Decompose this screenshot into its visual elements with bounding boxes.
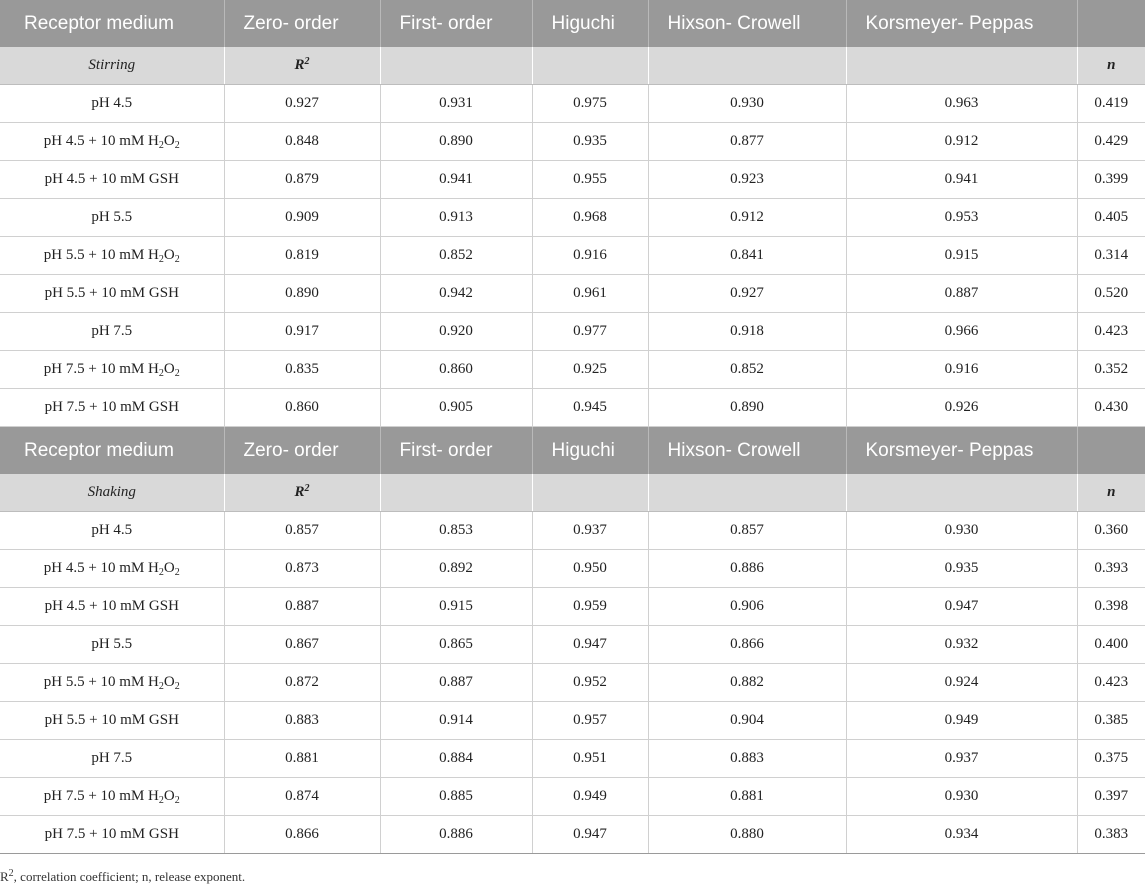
value-cell: 0.860 xyxy=(224,389,380,427)
value-cell: 0.383 xyxy=(1077,816,1145,854)
table-row xyxy=(0,588,1145,626)
table-row xyxy=(0,740,1145,778)
value-cell: 0.857 xyxy=(224,512,380,550)
value-cell: 0.959 xyxy=(532,588,648,626)
value-cell: 0.912 xyxy=(846,123,1077,161)
value-cell: 0.949 xyxy=(846,702,1077,740)
value-cell: 0.966 xyxy=(846,313,1077,351)
value-cell: 0.968 xyxy=(532,199,648,237)
medium-text: pH 5.5 + 10 mM GSH xyxy=(44,285,179,301)
n-label: n xyxy=(1077,47,1145,85)
medium-cell xyxy=(0,161,224,199)
value-cell: 0.399 xyxy=(1077,161,1145,199)
medium-text: pH 7.5 + 10 mM GSH xyxy=(44,826,179,842)
column-header: Higuchi xyxy=(532,0,648,47)
value-cell: 0.819 xyxy=(224,237,380,275)
condition-label: Shaking xyxy=(0,474,224,512)
empty-cell xyxy=(380,47,532,85)
medium-cell xyxy=(0,702,224,740)
medium-text: pH 4.5 xyxy=(91,95,133,111)
table-row xyxy=(0,237,1145,275)
medium-subscript: 2 xyxy=(158,140,164,151)
value-cell: 0.930 xyxy=(648,85,846,123)
value-cell: 0.953 xyxy=(846,199,1077,237)
empty-cell xyxy=(648,474,846,512)
r2-superscript: 2 xyxy=(304,56,310,67)
footnote-r2-symbol: R xyxy=(0,869,9,884)
value-cell: 0.405 xyxy=(1077,199,1145,237)
medium-text: pH 7.5 xyxy=(91,750,133,766)
r2-superscript: 2 xyxy=(304,483,310,494)
medium-subscript: 2 xyxy=(174,567,180,578)
value-cell: 0.937 xyxy=(532,512,648,550)
value-cell: 0.906 xyxy=(648,588,846,626)
medium-cell xyxy=(0,512,224,550)
value-cell: 0.857 xyxy=(648,512,846,550)
table-row xyxy=(0,313,1145,351)
value-cell: 0.430 xyxy=(1077,389,1145,427)
column-header: First- order xyxy=(380,0,532,47)
medium-cell xyxy=(0,237,224,275)
value-cell: 0.916 xyxy=(532,237,648,275)
medium-cell xyxy=(0,588,224,626)
medium-cell xyxy=(0,199,224,237)
medium-text: pH 4.5 xyxy=(91,522,133,538)
column-header xyxy=(1077,427,1145,475)
value-cell: 0.890 xyxy=(648,389,846,427)
value-cell: 0.375 xyxy=(1077,740,1145,778)
value-cell: 0.879 xyxy=(224,161,380,199)
r2-symbol: R xyxy=(294,57,305,73)
table-row xyxy=(0,199,1145,237)
section-subheader-row xyxy=(0,47,1145,85)
value-cell: 0.429 xyxy=(1077,123,1145,161)
value-cell: 0.924 xyxy=(846,664,1077,702)
value-cell: 0.520 xyxy=(1077,275,1145,313)
medium-subscript: 2 xyxy=(158,795,164,806)
value-cell: 0.890 xyxy=(380,123,532,161)
empty-cell xyxy=(846,474,1077,512)
medium-text: pH 7.5 + 10 mM GSH xyxy=(44,399,179,415)
value-cell: 0.853 xyxy=(380,512,532,550)
value-cell: 0.941 xyxy=(846,161,1077,199)
value-cell: 0.872 xyxy=(224,664,380,702)
value-cell: 0.419 xyxy=(1077,85,1145,123)
medium-subscript: 2 xyxy=(174,681,180,692)
medium-text-tail: O xyxy=(163,674,175,690)
table-row xyxy=(0,702,1145,740)
table-row xyxy=(0,161,1145,199)
value-cell: 0.848 xyxy=(224,123,380,161)
value-cell: 0.873 xyxy=(224,550,380,588)
value-cell: 0.915 xyxy=(380,588,532,626)
r2-symbol: R xyxy=(294,484,305,500)
value-cell: 0.881 xyxy=(224,740,380,778)
medium-cell xyxy=(0,816,224,854)
column-header xyxy=(1077,0,1145,47)
column-header: First- order xyxy=(380,427,532,475)
column-header: Hixson- Crowell xyxy=(648,427,846,475)
footnote-text: , correlation coefficient; n, release exponent. xyxy=(13,869,246,884)
value-cell: 0.935 xyxy=(846,550,1077,588)
column-header: Korsmeyer- Peppas xyxy=(846,427,1077,475)
medium-subscript: 2 xyxy=(174,368,180,379)
medium-subscript: 2 xyxy=(174,140,180,151)
header-row xyxy=(0,427,1145,475)
value-cell: 0.947 xyxy=(532,626,648,664)
value-cell: 0.885 xyxy=(380,778,532,816)
value-cell: 0.883 xyxy=(648,740,846,778)
medium-subscript: 2 xyxy=(174,795,180,806)
table-row xyxy=(0,389,1145,427)
value-cell: 0.398 xyxy=(1077,588,1145,626)
medium-text-tail: O xyxy=(163,361,175,377)
value-cell: 0.955 xyxy=(532,161,648,199)
footnote-r2-superscript: 2 xyxy=(8,868,14,879)
value-cell: 0.941 xyxy=(380,161,532,199)
table-row xyxy=(0,550,1145,588)
value-cell: 0.935 xyxy=(532,123,648,161)
medium-text: pH 5.5 + 10 mM GSH xyxy=(44,712,179,728)
empty-cell xyxy=(532,47,648,85)
section-subheader-row xyxy=(0,474,1145,512)
value-cell: 0.927 xyxy=(648,275,846,313)
table-row xyxy=(0,664,1145,702)
value-cell: 0.918 xyxy=(648,313,846,351)
value-cell: 0.915 xyxy=(846,237,1077,275)
value-cell: 0.887 xyxy=(380,664,532,702)
value-cell: 0.886 xyxy=(648,550,846,588)
value-cell: 0.927 xyxy=(224,85,380,123)
value-cell: 0.930 xyxy=(846,778,1077,816)
medium-cell xyxy=(0,389,224,427)
medium-cell xyxy=(0,740,224,778)
r2-label xyxy=(224,474,380,512)
medium-text: pH 4.5 + 10 mM GSH xyxy=(44,598,179,614)
value-cell: 0.914 xyxy=(380,702,532,740)
medium-text: pH 5.5 xyxy=(91,636,133,652)
medium-text-tail: O xyxy=(163,788,175,804)
value-cell: 0.874 xyxy=(224,778,380,816)
table-row xyxy=(0,512,1145,550)
value-cell: 0.852 xyxy=(648,351,846,389)
value-cell: 0.883 xyxy=(224,702,380,740)
value-cell: 0.880 xyxy=(648,816,846,854)
medium-subscript: 2 xyxy=(174,254,180,265)
medium-subscript: 2 xyxy=(158,681,164,692)
column-header: Zero- order xyxy=(224,0,380,47)
value-cell: 0.916 xyxy=(846,351,1077,389)
value-cell: 0.963 xyxy=(846,85,1077,123)
value-cell: 0.930 xyxy=(846,512,1077,550)
value-cell: 0.892 xyxy=(380,550,532,588)
column-header: Zero- order xyxy=(224,427,380,475)
r2-label xyxy=(224,47,380,85)
value-cell: 0.925 xyxy=(532,351,648,389)
medium-subscript: 2 xyxy=(158,368,164,379)
value-cell: 0.920 xyxy=(380,313,532,351)
value-cell: 0.887 xyxy=(846,275,1077,313)
table-row xyxy=(0,123,1145,161)
table-row xyxy=(0,275,1145,313)
medium-cell xyxy=(0,550,224,588)
value-cell: 0.852 xyxy=(380,237,532,275)
medium-text: pH 4.5 + 10 mM GSH xyxy=(44,171,179,187)
table-row xyxy=(0,626,1145,664)
medium-text: pH 7.5 xyxy=(91,323,133,339)
medium-cell xyxy=(0,351,224,389)
medium-cell xyxy=(0,85,224,123)
medium-subscript: 2 xyxy=(158,254,164,265)
value-cell: 0.947 xyxy=(532,816,648,854)
value-cell: 0.423 xyxy=(1077,313,1145,351)
medium-cell xyxy=(0,778,224,816)
column-header: Korsmeyer- Peppas xyxy=(846,0,1077,47)
value-cell: 0.881 xyxy=(648,778,846,816)
table-row xyxy=(0,85,1145,123)
value-cell: 0.877 xyxy=(648,123,846,161)
medium-cell xyxy=(0,123,224,161)
value-cell: 0.860 xyxy=(380,351,532,389)
column-header: Higuchi xyxy=(532,427,648,475)
value-cell: 0.909 xyxy=(224,199,380,237)
value-cell: 0.934 xyxy=(846,816,1077,854)
value-cell: 0.947 xyxy=(846,588,1077,626)
value-cell: 0.905 xyxy=(380,389,532,427)
n-label: n xyxy=(1077,474,1145,512)
empty-cell xyxy=(532,474,648,512)
column-header: Receptor medium xyxy=(0,0,224,47)
value-cell: 0.865 xyxy=(380,626,532,664)
value-cell: 0.393 xyxy=(1077,550,1145,588)
value-cell: 0.952 xyxy=(532,664,648,702)
value-cell: 0.423 xyxy=(1077,664,1145,702)
column-header: Hixson- Crowell xyxy=(648,0,846,47)
value-cell: 0.951 xyxy=(532,740,648,778)
medium-text: pH 5.5 + 10 mM H xyxy=(43,674,159,690)
empty-cell xyxy=(846,47,1077,85)
table-row xyxy=(0,816,1145,854)
value-cell: 0.890 xyxy=(224,275,380,313)
value-cell: 0.917 xyxy=(224,313,380,351)
medium-text: pH 7.5 + 10 mM H xyxy=(43,788,159,804)
value-cell: 0.400 xyxy=(1077,626,1145,664)
medium-text: pH 5.5 + 10 mM H xyxy=(43,247,159,263)
value-cell: 0.397 xyxy=(1077,778,1145,816)
medium-text: pH 7.5 + 10 mM H xyxy=(43,361,159,377)
value-cell: 0.931 xyxy=(380,85,532,123)
value-cell: 0.937 xyxy=(846,740,1077,778)
value-cell: 0.884 xyxy=(380,740,532,778)
table-row xyxy=(0,778,1145,816)
medium-cell xyxy=(0,313,224,351)
footnote xyxy=(0,869,245,885)
empty-cell xyxy=(648,47,846,85)
value-cell: 0.904 xyxy=(648,702,846,740)
medium-text: pH 4.5 + 10 mM H xyxy=(43,560,159,576)
value-cell: 0.866 xyxy=(648,626,846,664)
value-cell: 0.926 xyxy=(846,389,1077,427)
header-row xyxy=(0,0,1145,47)
value-cell: 0.942 xyxy=(380,275,532,313)
medium-text: pH 5.5 xyxy=(91,209,133,225)
value-cell: 0.961 xyxy=(532,275,648,313)
medium-cell xyxy=(0,275,224,313)
value-cell: 0.314 xyxy=(1077,237,1145,275)
value-cell: 0.835 xyxy=(224,351,380,389)
value-cell: 0.385 xyxy=(1077,702,1145,740)
value-cell: 0.912 xyxy=(648,199,846,237)
value-cell: 0.841 xyxy=(648,237,846,275)
value-cell: 0.977 xyxy=(532,313,648,351)
value-cell: 0.932 xyxy=(846,626,1077,664)
medium-text-tail: O xyxy=(163,133,175,149)
column-header: Receptor medium xyxy=(0,427,224,475)
value-cell: 0.957 xyxy=(532,702,648,740)
medium-cell xyxy=(0,664,224,702)
medium-text: pH 4.5 + 10 mM H xyxy=(43,133,159,149)
medium-cell xyxy=(0,626,224,664)
table-row xyxy=(0,351,1145,389)
value-cell: 0.886 xyxy=(380,816,532,854)
value-cell: 0.950 xyxy=(532,550,648,588)
value-cell: 0.975 xyxy=(532,85,648,123)
value-cell: 0.913 xyxy=(380,199,532,237)
value-cell: 0.866 xyxy=(224,816,380,854)
medium-text-tail: O xyxy=(163,560,175,576)
value-cell: 0.867 xyxy=(224,626,380,664)
condition-label: Stirring xyxy=(0,47,224,85)
value-cell: 0.887 xyxy=(224,588,380,626)
empty-cell xyxy=(380,474,532,512)
medium-text-tail: O xyxy=(163,247,175,263)
medium-subscript: 2 xyxy=(158,567,164,578)
value-cell: 0.360 xyxy=(1077,512,1145,550)
value-cell: 0.923 xyxy=(648,161,846,199)
value-cell: 0.882 xyxy=(648,664,846,702)
value-cell: 0.945 xyxy=(532,389,648,427)
value-cell: 0.949 xyxy=(532,778,648,816)
value-cell: 0.352 xyxy=(1077,351,1145,389)
